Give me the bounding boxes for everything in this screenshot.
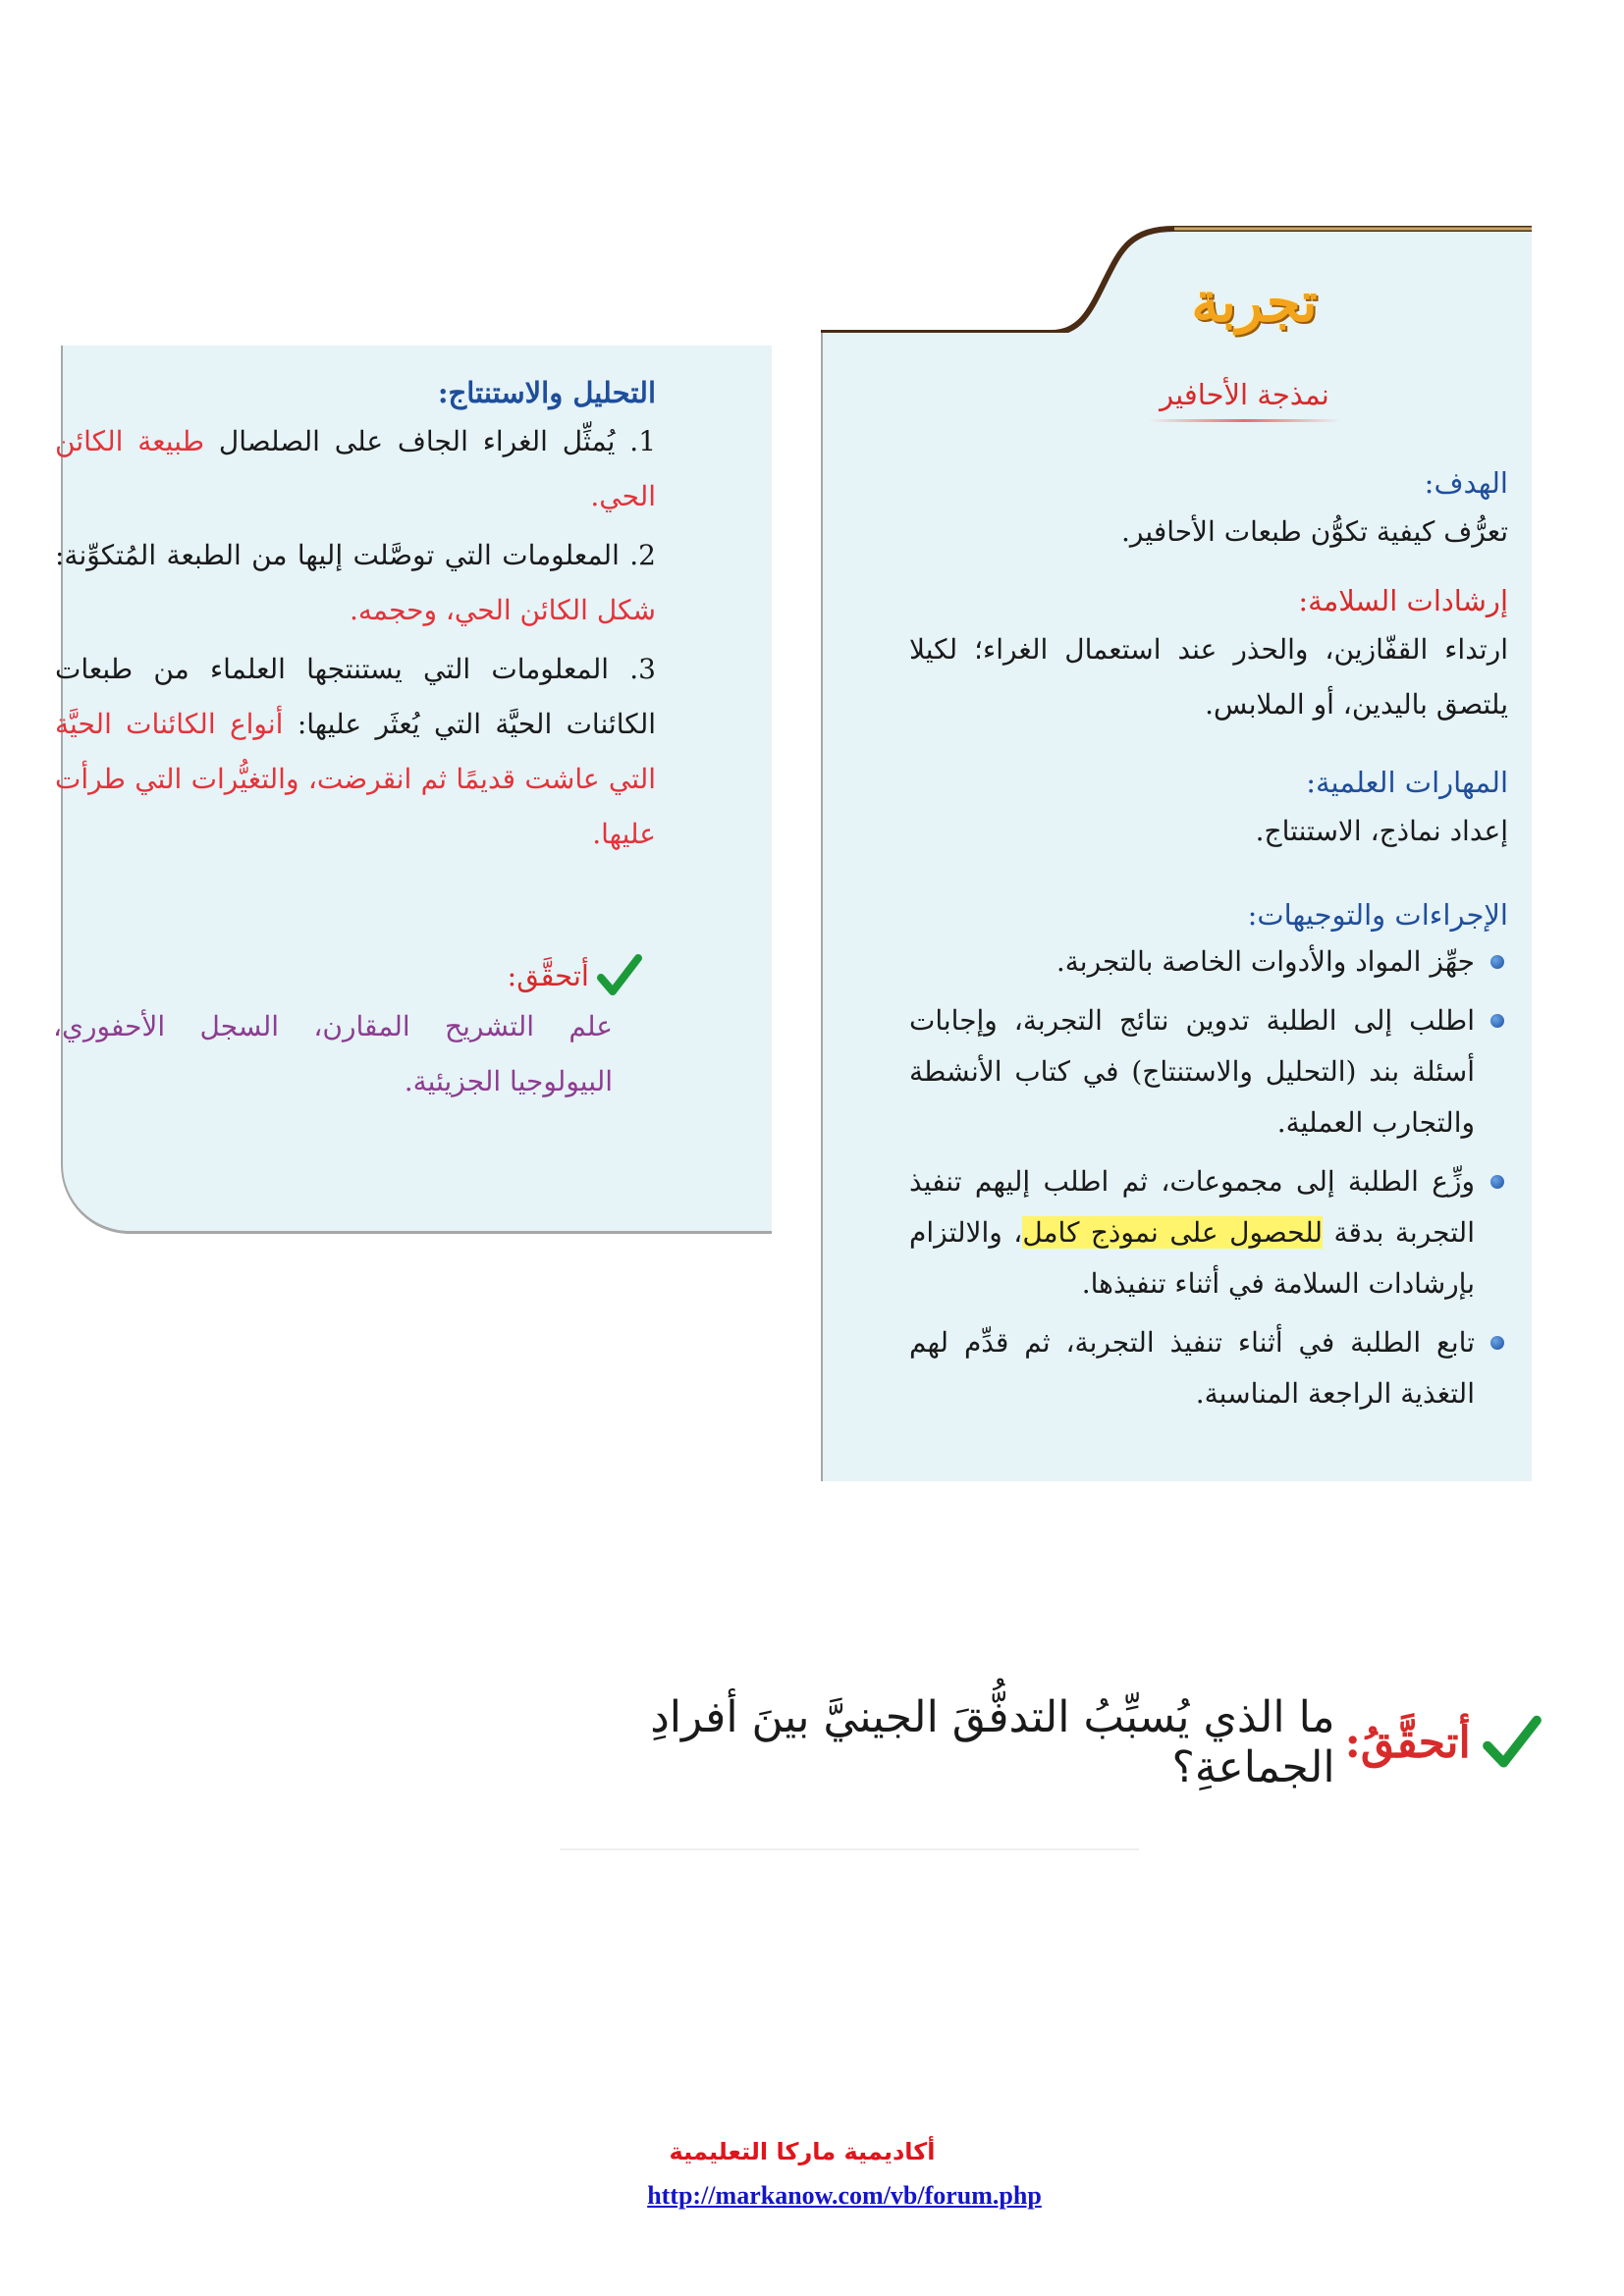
check-answer: علم التشريح المقارن، السجل الأحفوري، البيولوجيا الجزيئية.: [53, 1010, 613, 1097]
list-item: وزِّع الطلبة إلى مجموعات، ثم اطلب إليهم تنفيذ التجربة بدقة للحصول على نموذج كامل، والالتزام بإرشادات السلامة في أثناء تنفيذها.: [909, 1156, 1508, 1309]
divider: [560, 1848, 1139, 1850]
procedures-list: [909, 936, 1508, 1419]
bullet-icon: [1490, 1175, 1504, 1189]
list-item: تابع الطلبة في أثناء تنفيذ التجربة، ثم قدِّم لهم التغذية الراجعة المناسبة.: [909, 1317, 1508, 1419]
question-row: [589, 1692, 1542, 1792]
safety-section: [909, 579, 1508, 732]
footer-academy-name: أكاديمية ماركا التعليمية: [669, 2138, 936, 2165]
skills-text: إعداد نماذج، الاستنتاج.: [1255, 815, 1508, 847]
check-label: أتحقَّق:: [507, 959, 589, 992]
list-item: جهِّز المواد والأدوات الخاصة بالتجربة.: [909, 936, 1508, 988]
safety-text: ارتداء القفّازين، والحذر عند استعمال الغراء؛ لكيلا يلتصق باليدين، أو الملابس.: [909, 633, 1508, 721]
bullet-icon: [1490, 955, 1504, 969]
analysis-item-1: 1. يُمثِّل الغراء الجاف على الصلصال طبيعة الكائن الحي.: [55, 425, 657, 512]
analysis-item-3: 3. المعلومات التي يستنتجها العلماء من طبعات الكائنات الحيَّة التي يُعثَر عليها: أنواع الكائنات الحيَّة التي عاشت قديمًا ثم انقرضت، والتغيُّرات التي طرأت عليها.: [55, 653, 657, 850]
checkmark-icon: [1481, 1707, 1542, 1778]
analysis-check-section: [53, 952, 642, 1113]
checkmark-icon: [595, 952, 642, 999]
experiment-title: تجربة: [1191, 270, 1318, 335]
procedures-heading: الإجراءات والتوجيهات:: [1247, 898, 1508, 932]
list-item: اطلب إلى الطلبة تدوين نتائج التجربة، وإجابات أسئلة بند (التحليل والاستنتاج) في كتاب الأنشطة والتجارب العملية.: [909, 995, 1508, 1148]
experiment-tab-shape: [821, 221, 1532, 348]
goal-text: تعرُّف كيفية تكوُّن طبعات الأحافير.: [1121, 515, 1508, 548]
procedures-section: [909, 893, 1508, 1427]
footer-link[interactable]: http://markanow.com/vb/forum.php: [647, 2181, 1042, 2210]
skills-heading: المهارات العلمية:: [1306, 766, 1508, 799]
goal-heading: الهدف:: [1424, 466, 1508, 500]
highlighted-text: للحصول على نموذج كامل: [1022, 1216, 1324, 1249]
safety-heading: إرشادات السلامة:: [1298, 584, 1508, 617]
analysis-item-2: 2. المعلومات التي توصَّلت إليها من الطبعة المُتكوِّنة: شكل الكائن الحي، وحجمه.: [55, 539, 656, 626]
skills-section: [909, 761, 1508, 859]
experiment-subtitle: نمذجة الأحافير: [1160, 378, 1329, 411]
question-text: ما الذي يُسبِّبُ التدفُّقَ الجينيَّ بينَ أفرادِ الجماعةِ؟: [650, 1692, 1335, 1792]
bullet-icon: [1490, 1014, 1504, 1028]
question-label: أتحقَّقُ:: [1344, 1717, 1471, 1768]
check-heading: [53, 952, 642, 999]
goal-section: [909, 461, 1508, 560]
analysis-heading: التحليل والاستنتاج:: [437, 376, 656, 409]
bullet-icon: [1490, 1336, 1504, 1350]
analysis-section: [55, 371, 656, 866]
subtitle-underline: [1149, 419, 1340, 422]
